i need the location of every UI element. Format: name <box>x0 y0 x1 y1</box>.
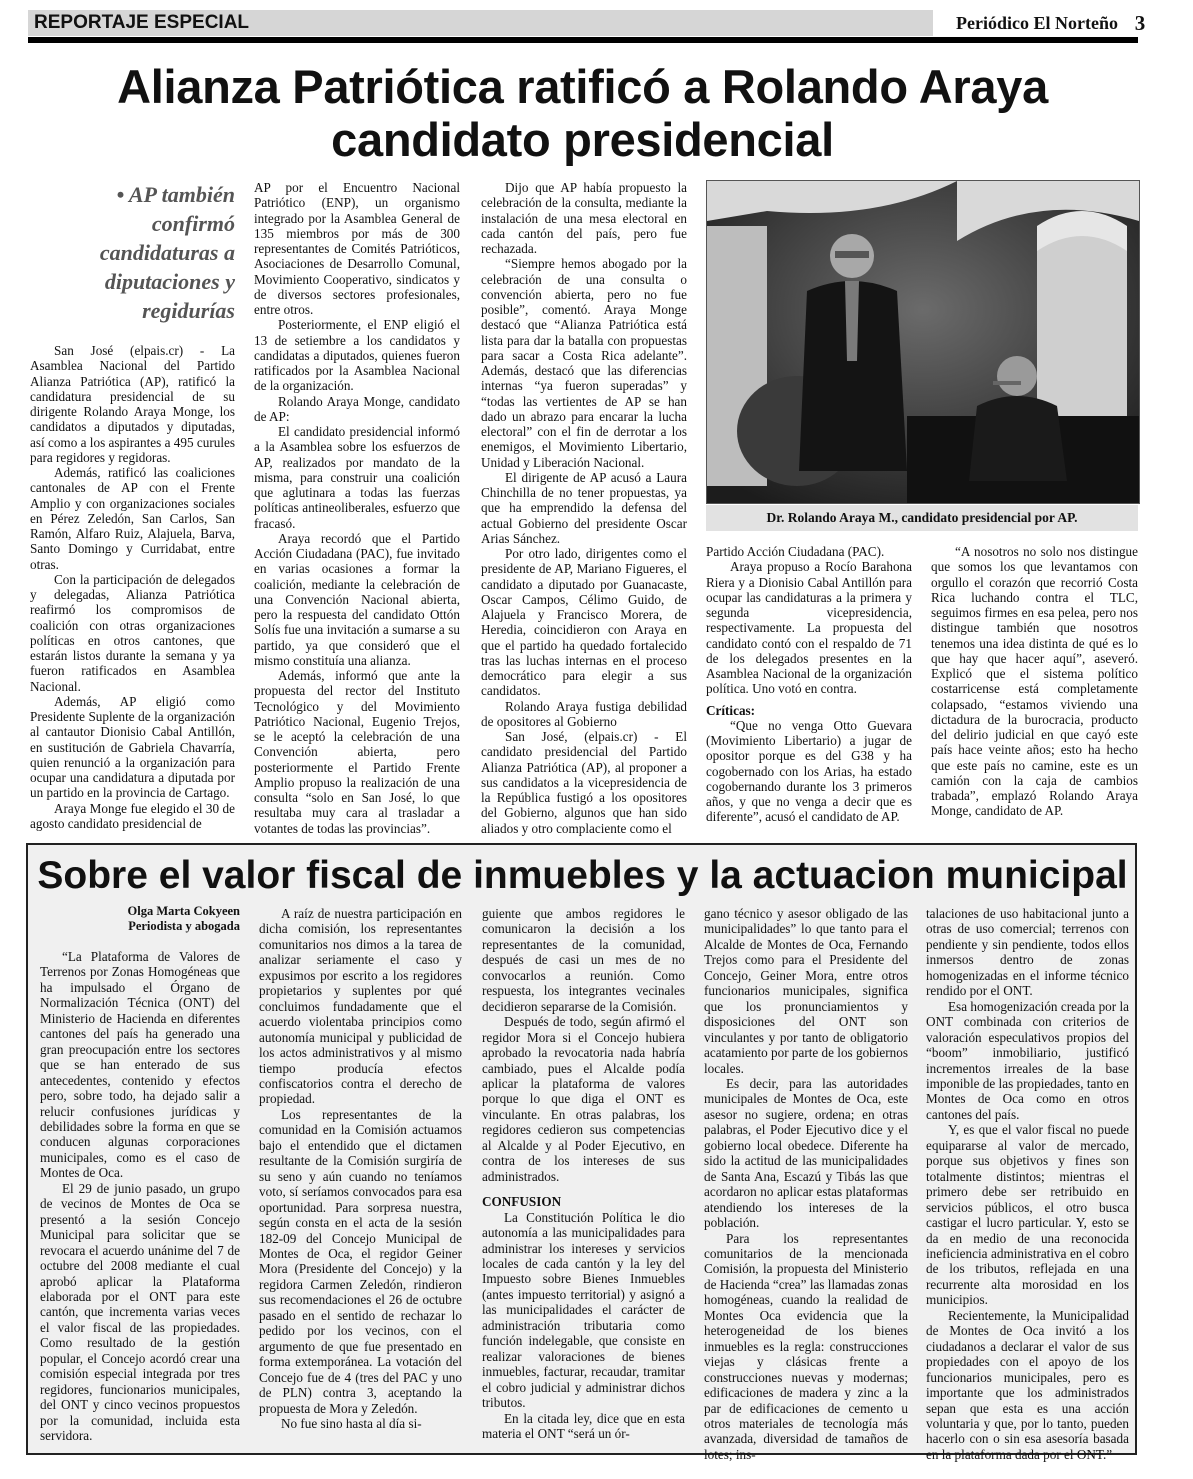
paragraph: Rolando Araya Monge, candidato de AP: <box>254 393 460 424</box>
article1-column-2 <box>254 180 460 836</box>
paragraph: La Constitución Política le dio autonomía a las municipalidades para administrar los intereses y servicios locales de cada cantón y la ley del Impuesto sobre Bienes Inmuebles (antes impuesto territorial) y asignó a las municipalidades el carácter de administración tributaria como función indelegable, que consiste en realizar valoraciones de bienes inmuebles, facturar, recaudar, tramitar el cobro judicial y administrar dichos tributos. <box>482 1209 685 1411</box>
paragraph: Para los representantes comunitarios de la mencionada Comisión, la propuesta del Ministerio de Hacienda “crea” las llamadas zonas homogéneas, cuando la realidad de Montes Oca evidencia que la heterogeneidad de los bienes inmuebles es la regla: construcciones viejas y clásicas frente a construcciones nuevas y modernas; edificaciones de madera y zinc a la par de edificaciones de cemento u otros materiales de tecnología más avanzada, diversidad de tamaños de lotes; ins- <box>704 1230 908 1462</box>
paragraph: talaciones de uso habitacional junto a otras de uso comercial; terrenos con pendiente y sin pendiente, todos ellos inmersos dentro de zonas homogenizadas en el informe técnico rendido por el ONT. <box>926 906 1129 999</box>
paragraph: Dijo que AP había propuesto la celebración de la consulta, mediante la instalación de una mesa electoral en cada cantón del país, pero fue rechazada. <box>481 180 687 256</box>
headline-line-2: candidato presidencial <box>331 113 834 166</box>
paragraph: Los representantes de la comunidad en la Comisión actuamos bajo el entendido que el dictamen resultante de la Comisión surgiría de su seno y aún cuando no teníamos voto, sí seríamos convocados para esa oportunidad. Para sorpresa nuestra, según consta en el acta de la sesión 182-09 del Concejo Municipal de Montes de Oca, el regidor Geiner Mora (Presidente del Concejo) y la regidora Carmen Zeledón, rindieron sus recomendaciones el 26 de octubre pasado en el sentido de rechazar lo pedido por los vecinos, con el argumento de que fue presentado en forma extemporánea. La votación del Concejo fue de 4 (tres del PAC y uno de PLN) contra 3, aceptando la propuesta de Mora y Zeledón. <box>259 1106 462 1416</box>
paragraph: “A nosotros no solo nos distingue que somos los que levantamos con orgullo el corazón que recorrió Costa Rica luchando contra el TLC, seguimos firmes en esa pelea, pero nos distingue también que nosotros tenemos una idea distinta de qué es lo que hay que hacer aquí”, aseveró. Explicó que el sistema político costarricense está completamente colapsado, “estamos viviendo una dictadura de la burocracia, producto del delirio judicial en que cayó este país hace veinte años; esto ha hecho que este país no camine, este es un camión con la caja de cambios trabada”, emplazó Rolando Araya Monge, candidato de AP. <box>931 544 1138 819</box>
page-number: 3 <box>1134 11 1146 35</box>
header-rule <box>28 37 1138 43</box>
paragraph: Después de todo, según afirmó el regidor Mora si el Concejo hubiera aprobado la revocatoria nada habría cambiado, pues el Alcalde podía aplicar la plataforma de valores porque lo que diga el ONT es vinculante. En otras palabras, los regidores cedieron sus competencias al Alcalde y al Poder Ejecutivo, en contra de los intereses de sus administrados. <box>482 1014 685 1184</box>
paragraph: A raíz de nuestra participación en dicha comisión, los representantes comunitarios nos dimos a la tarea de analizar seriamente el caso y expusimos por escrito a los regidores propietarios y suplentes por qué concluimos fundadamente que el acuerdo violentaba principios como autonomía municipal y publicidad de los actos administrativos y al mismo tiempo producía efectos confiscatorios contra el derecho de propiedad. <box>259 906 462 1107</box>
article2-column-5 <box>926 906 1129 1462</box>
paragraph: Además, ratificó las coaliciones cantonales de AP con el Frente Amplio y con organizaciones sociales en Pérez Zeledón, San Carlos, San Ramón, Alfaro Ruiz, Alajuela, Barva, Santo Domingo y Curridabat, entre otras. <box>30 465 235 572</box>
article1-deck: • AP también confirmó candidaturas a diputaciones y regidurías <box>99 182 235 323</box>
paragraph: El 29 de junio pasado, un grupo de vecinos de Montes de Oca se presentó a la sesión Concejo Municipal para solicitar que se revocara el acuerdo unánime del 7 de octubre del 2008 mediante el cual aprobó aplicar la Plataforma elaborada por el ONT para este cantón, que incrementa varias veces el valor fiscal de las propiedades. Como resultado de la gestión popular, el Concejo acordó crear una comisión especial integrada por tres regidores, funcionarios municipales, del ONT y cinco vecinos propuestos por la comunidad, incluida esta servidora. <box>40 1180 240 1444</box>
paragraph: San José (elpais.cr) - La Asamblea Nacional del Partido Alianza Patriótica (AP), ratificó la candidatura presidencial de su dirigente Rolando Araya Monge, los candidatos a diputados y diputadas, así como a los aspirantes a 495 curules para regidores y regidoras. <box>30 343 235 465</box>
paragraph: Es decir, para las autoridades municipales de Montes de Oca, este asesor no sugiere, ordena; en otras palabras, el Poder Ejecutivo dice y el gobierno local obedece. Diferente ha sido la actitud de las municipalidades de Santa Ana, Escazú y Tibás las que acordaron no aplicar estas plataformas atendiendo los intereses de la población. <box>704 1075 908 1231</box>
article2-column-2 <box>259 906 462 1431</box>
byline <box>40 904 240 934</box>
paragraph: En la citada ley, dice que en esta materia el ONT “será un ór- <box>482 1410 685 1441</box>
paragraph: “Que no venga Otto Guevara (Movimiento Libertario) a jugar de opositor porque es del G38 y ha cogobernado con los Arias, ha estado cogobernando durante los 3 primeros años, y que no venga a decir que es diferente”, acusó el candidato de AP. <box>706 717 912 825</box>
page-header <box>28 10 1146 36</box>
paragraph: Partido Acción Ciudadana (PAC). <box>706 544 885 559</box>
paragraph: Por otro lado, dirigentes como el presidente de AP, Mariano Figueres, el candidato a diputado por Guanacaste, Oscar Campos, Célimo Guido, de Alajuela y Francisco Morera, de Heredia, coincidieron con Araya en que el partido ha quedado fortalecido tras las luchas internas en el proceso democrático para elegir a sus candidatos. <box>481 546 687 699</box>
paragraph: “Siempre hemos abogado por la celebración de una consulta o convención abierta, pero no fue posible”, comentó. Araya Monge destacó que “Alianza Patriótica está lista para dar la batalla con propuestas para sacar a Costa Rica adelante”. Además, destacó que las diferencias internas “ya fueron superadas” y “todas las vertientes de AP se han dado un abrazo para encarar la lucha electoral” con el fin de derrotar a los enemigos, el Movimiento Libertario, Unidad y Liberación Nacional. <box>481 256 687 470</box>
subheading: CONFUSION <box>482 1194 562 1210</box>
article2-column-1 <box>40 949 240 1444</box>
article1-headline <box>40 60 1125 166</box>
paragraph: guiente que ambos regidores le comunicaron la decisión a los representantes de la comunidad, después de casi un mes de no convocarlos a reunión. Como respuesta, los integrantes vecinales decidieron separarse de la Comisión. <box>482 906 685 1014</box>
paragraph: El candidato presidencial informó a la Asamblea sobre los esfuerzos de AP, realizados por mandato de la misma, para construir una coalición que aglutinara a todas las fuerzas políticas antineoliberales, esfuerzo que fracasó. <box>254 424 460 531</box>
article1-column-4 <box>706 544 912 825</box>
article1-column-5 <box>931 544 1138 819</box>
paragraph: Esa homogenización creada por la ONT combinada con criterios de valoración especulativos propios del “boom” inmobiliario, justificó incrementos irreales de la base imponible de las propiedades, tanto en Montes de Oca como en otros cantones del país. <box>926 998 1129 1122</box>
paragraph: Araya Monge fue elegido el 30 de agosto candidato presidencial de <box>30 800 235 831</box>
paragraph: Y, es que el valor fiscal no puede equipararse al valor de mercado, porque sus objetivos y fines son totalmente distintos; mientras el primero debe ser retribuido en servicios públicos, el otro busca castigar el lucro particular. Y, esto se da en medio de una reconocida ineficiencia administrativa en el cobro de los tributos, reflejada en una recurrente alta morosidad en los municipios. <box>926 1122 1129 1308</box>
paragraph: San José, (elpais.cr) - El candidato presidencial del Partido Alianza Patriótica (AP), al proponer a sus candidatos a la vicepresidencia de la República fustigó a los opositores del Gobierno, algunos que han sido aliados y otro complaciente como el <box>481 729 687 836</box>
article2-column-4 <box>704 906 908 1462</box>
article1-column-1 <box>30 343 235 831</box>
paragraph: Posteriormente, el ENP eligió el 13 de setiembre a los candidatos y candidatas a diputados, quienes fueron ratificados por la Asamblea Nacional de la organización. <box>254 317 460 394</box>
headline-line-1: Alianza Patriótica ratificó a Rolando Araya <box>117 60 1048 113</box>
paragraph: Araya recordó que el Partido Acción Ciudadana (PAC), fue invitado en varias ocasiones a formar la coalición, mediante la celebración de una Convención Nacional abierta, pero la respuesta del candidato Ottón Solís fue una invitación a sumarse a su partido, ya que consideró que el mismo constituía una alianza. <box>254 530 460 668</box>
paragraph: Además, AP eligió como Presidente Suplente de la organización al cantautor Dionisio Cabal Antillón, en sustitución de Gabriela Chavarría, quien renunció a la organización para ocupar una candidatura a diputada por un partido en la provincia de Cartago. <box>30 693 235 801</box>
photo-illustration <box>707 181 1139 503</box>
candidate-photo <box>706 180 1140 504</box>
paragraph: AP por el Encuentro Nacional Patriótico (ENP), un organismo integrado por la Asamblea General de 135 miembros por más de 300 representantes de Comités Patrióticos, Asociaciones de Desarrollo Comunal, Movimiento Cooperativo, sindicatos y de diversos sectores profesionales, entre otros. <box>254 180 460 317</box>
paragraph: “La Plataforma de Valores de Terrenos por Zonas Homogéneas que ha impulsado el Órgano de Normalización Técnica (ONT) del Ministerio de Hacienda en diferentes cantones del país ha generado una gran preocupación entre los sectores que se han enterado de sus antecedentes, contenido y efectos pero, sobre todo, ha dejado salir a relucir confusiones jurídicas y debilidades sobre la forma en que se conducen algunas corporaciones municipales, como es el caso de Montes de Oca. <box>40 949 240 1181</box>
section-label: REPORTAJE ESPECIAL <box>28 10 933 36</box>
author-name: Olga Marta Cokyeen <box>127 904 240 918</box>
article1-column-3 <box>481 180 687 836</box>
paragraph: Además, informó que ante la propuesta del rector del Instituto Tecnológico y del Movimiento Patriótico Nacional, Eugenio Trejos, se le aceptó la celebración de una Convención abierta, pero posteriormente el Partido Frente Amplio propuso la realización de una consulta “solo en San José, lo que resultaba muy cara al trasladar a votantes de todas las provincias”. <box>254 668 460 836</box>
paragraph: Con la participación de delegados y delegadas, Alianza Patriótica reafirmó los compromisos de coalición con otras organizaciones políticas en otros cantones, que estarán listos durante la semana y ya fueron ratificados en Asamblea Nacional. <box>30 571 235 694</box>
article2-headline: Sobre el valor fiscal de inmuebles y la actuacion municipal <box>37 854 1128 897</box>
paragraph: Araya propuso a Rocío Barahona Riera y a Dionisio Cabal Antillón para ocupar las candidaturas a la primera y segunda vicepresidencia, respectivamente. La propuesta del candidato contó con el respaldo de 71 de los delegados presentes en la Asamblea Nacional de la organización política. Uno votó en contra. <box>706 559 912 697</box>
author-role: Periodista y abogada <box>128 919 240 933</box>
paragraph: Rolando Araya fustiga debilidad de opositores al Gobierno <box>481 698 687 729</box>
paragraph: No fue sino hasta al día si- <box>281 1415 422 1431</box>
paragraph: Recientemente, la Municipalidad de Montes de Oca invitó a los ciudadanos a declarar el valor de sus propiedades con el apoyo de los funcionarios municipales, pero es importante que los administrados sepan que esta es una acción voluntaria y que, por lo tanto, pueden hacerlo con o sin esa asesoría basada en la plataforma dada por el ONT.” <box>926 1307 1129 1462</box>
paragraph: gano técnico y asesor obligado de las municipalidades” lo que tanto para el Alcalde de Montes de Oca, Fernando Trejos como para el Presidente del Concejo, Geiner Mora, entre otros funcionarios municipales, significa que los pronunciamientos y disposiciones del ONT son vinculantes y por tanto de obligatorio acatamiento por parte de los gobiernos locales. <box>704 906 908 1076</box>
photo-caption: Dr. Rolando Araya M., candidato presidencial por AP. <box>706 505 1138 531</box>
article2-column-3 <box>482 906 685 1441</box>
paragraph: El dirigente de AP acusó a Laura Chinchilla de no tener propuestas, ya que ha emprendido la defensa del actual Gobierno del presidente Oscar Arias Sánchez. <box>481 469 687 546</box>
newspaper-name: Periódico El Norteño <box>956 13 1118 33</box>
subheading: Críticas: <box>706 702 756 718</box>
